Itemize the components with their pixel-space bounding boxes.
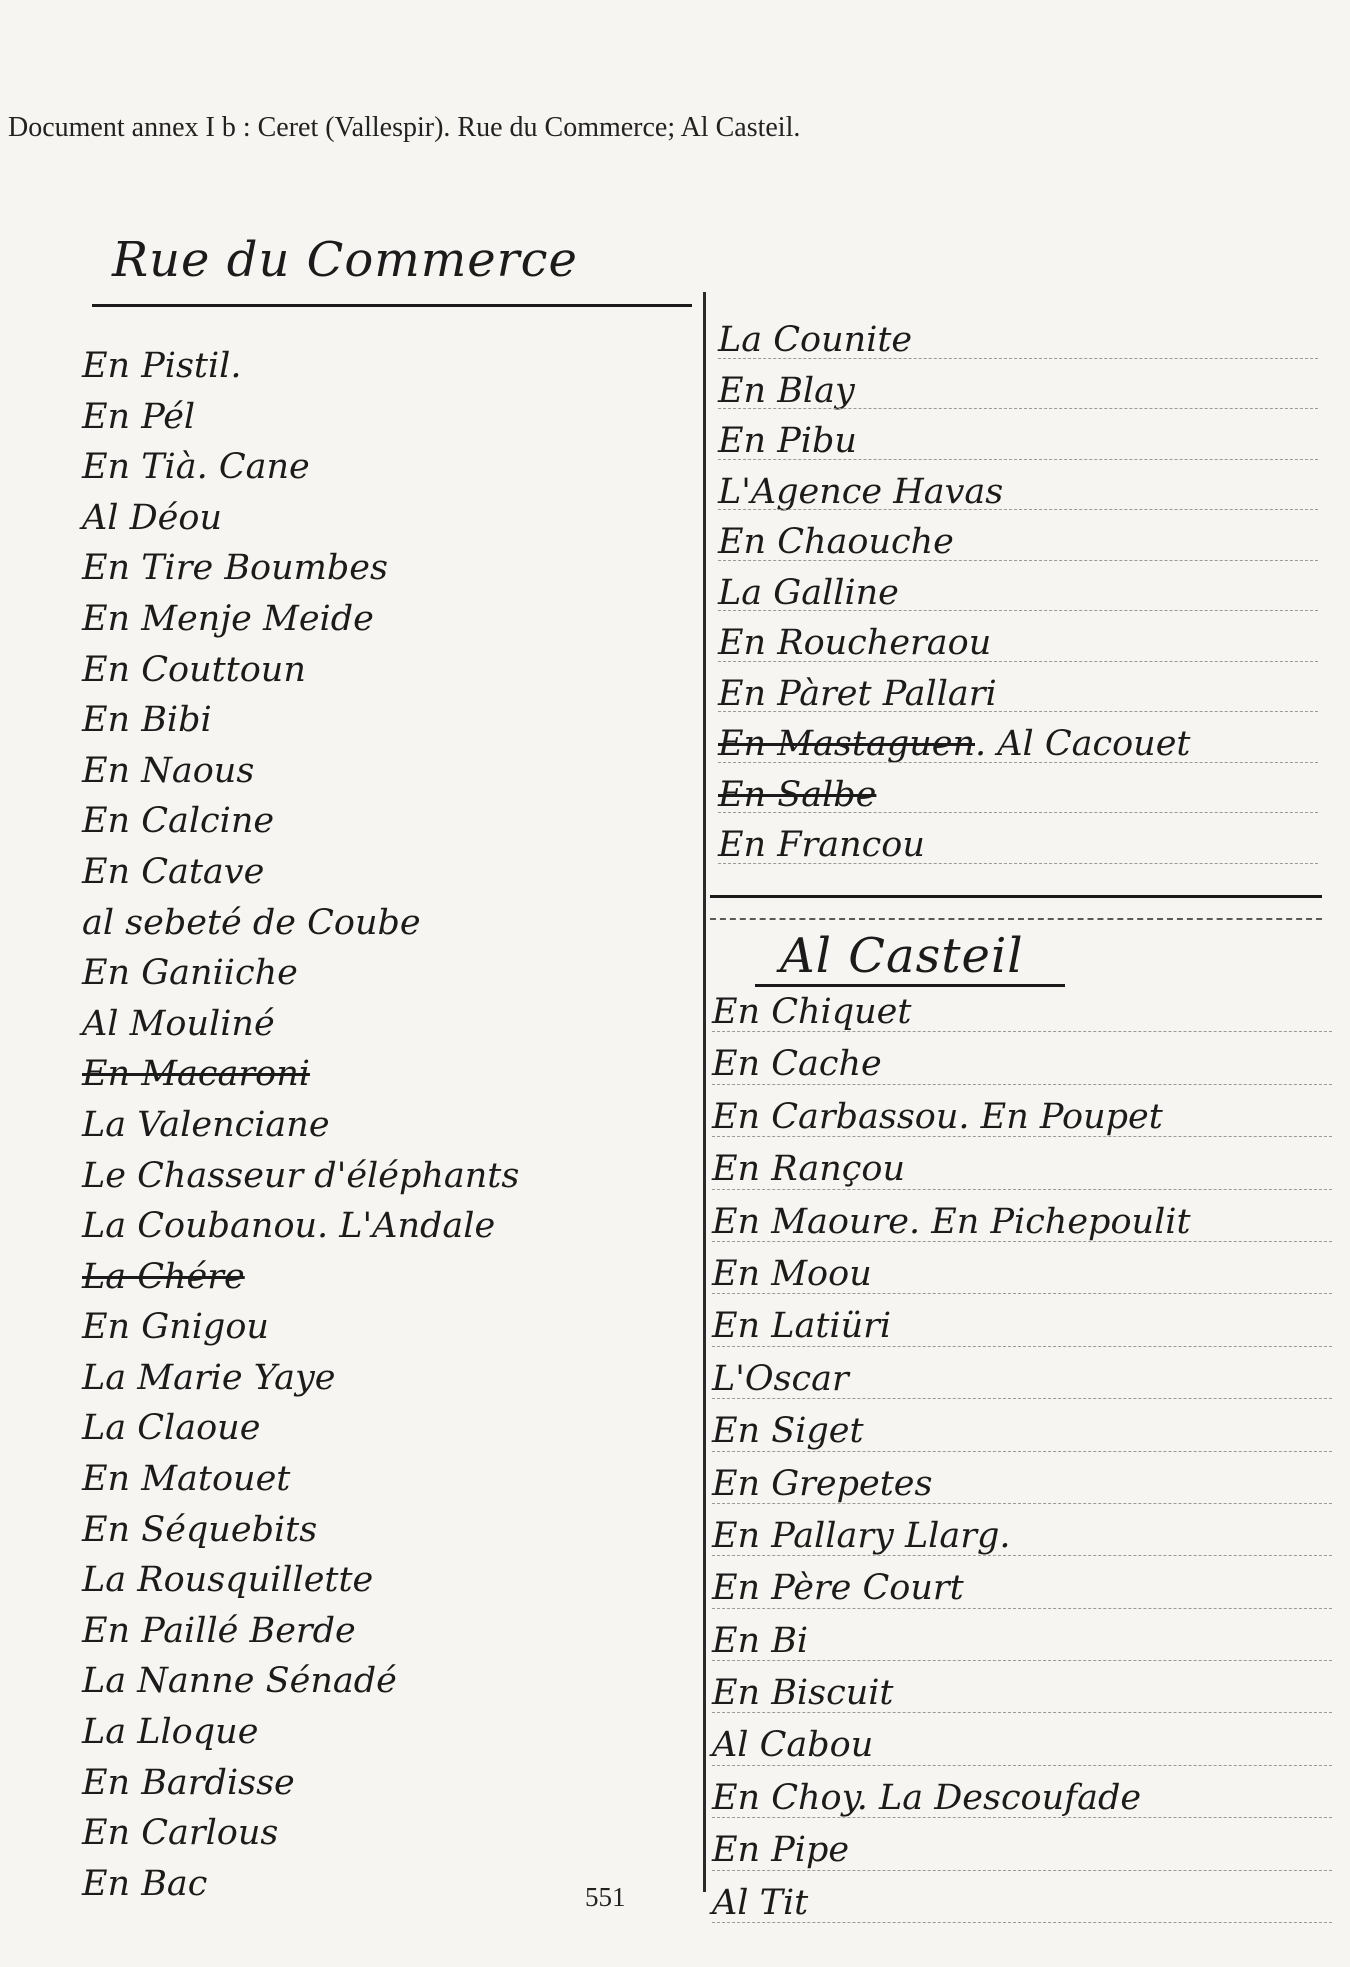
list-item: La Rousquillette (82, 1560, 374, 1601)
ruled-guide-line (712, 1346, 1332, 1347)
list-item: La Lloque (82, 1712, 259, 1753)
struck-entry: En Macaroni (82, 1054, 310, 1095)
ruled-guide-line (712, 1922, 1332, 1923)
list-item: En Naous (82, 750, 255, 791)
ruled-guide-line (712, 1136, 1332, 1137)
list-item: En Menje Meide (82, 598, 374, 639)
list-item: En Francou (718, 821, 1318, 872)
list-item: En Père Court (712, 1564, 1332, 1616)
struck-entry: En Mastaguen (718, 724, 976, 764)
list-item: En Pallary Llarg. (712, 1512, 1332, 1564)
list-item: En Latiüri (712, 1302, 1332, 1354)
heading-underline (92, 304, 692, 307)
list-item: En Tià. Cane (82, 447, 310, 488)
ruled-guide-line (712, 1608, 1332, 1609)
list-item: Al Tit (712, 1879, 1332, 1931)
list-item: La Marie Yaye (82, 1357, 336, 1398)
ruled-guide-line (712, 1241, 1332, 1242)
list-item: En Chaouche (718, 518, 1318, 569)
list-item: Al Déou (82, 497, 222, 538)
ruled-guide-line (718, 711, 1318, 712)
list-item: En Bibi (82, 700, 212, 741)
list-item: al sebeté de Coube (82, 902, 421, 943)
ruled-guide-line (718, 560, 1318, 561)
ruled-guide-line (712, 1555, 1332, 1556)
list-item: En Paillé Berde (82, 1610, 356, 1651)
list-item: En Cache (712, 1040, 1332, 1092)
section-divider (710, 895, 1322, 898)
ruled-guide-line (718, 812, 1318, 813)
ruled-guide-line (718, 408, 1318, 409)
list-item (82, 1253, 642, 1304)
list-item: En Roucheraou (718, 619, 1318, 670)
list-item: En Calcine (82, 801, 275, 842)
rue-du-commerce-continued-list (718, 316, 1318, 872)
list-item (718, 720, 1318, 771)
ruled-guide-line (718, 661, 1318, 662)
ruled-guide-line (712, 1870, 1332, 1871)
ruled-guide-line (712, 1765, 1332, 1766)
list-item: En Carlous (82, 1813, 279, 1854)
ruled-guide-line (712, 1712, 1332, 1713)
list-item: La Claoue (82, 1408, 261, 1449)
list-item: En Ganiiche (82, 953, 298, 994)
column-divider (703, 292, 706, 1892)
list-item: Le Chasseur d'éléphants (82, 1155, 520, 1196)
list-item: En Blay (718, 367, 1318, 418)
list-item: En Choy. La Descoufade (712, 1774, 1332, 1826)
ruled-guide-line (718, 358, 1318, 359)
list-item: La Coubanou. L'Andale (82, 1206, 496, 1247)
ruled-guide-line (718, 509, 1318, 510)
struck-entry: En Salbe (718, 774, 877, 815)
ruled-guide-line (712, 1293, 1332, 1294)
ruled-guide-line (718, 762, 1318, 763)
al-casteil-heading: Al Casteil (780, 928, 1024, 984)
ruled-guide-line (712, 1189, 1332, 1190)
entry-remainder: . Al Cacouet (975, 724, 1191, 764)
list-item: La Valenciane (82, 1104, 330, 1145)
list-item: En Pistil. (82, 346, 242, 386)
list-item: En Rançou (712, 1145, 1332, 1197)
rue-du-commerce-list (82, 342, 642, 1910)
list-item: En Carbassou. En Poupet (712, 1093, 1332, 1145)
document-caption: Document annex I b : Ceret (Vallespir). Rue du Commerce; Al Casteil. (8, 112, 801, 143)
list-item: Al Mouliné (82, 1003, 275, 1044)
list-item: En Séquebits (82, 1509, 318, 1550)
list-item: Al Cabou (712, 1721, 1332, 1773)
list-item: En Catave (82, 851, 265, 892)
list-item: En Bi (712, 1617, 1332, 1669)
ruled-guide-line (718, 610, 1318, 611)
list-item: En Gnigou (82, 1307, 269, 1348)
list-item: En Pél (82, 396, 196, 437)
list-item: En Siget (712, 1407, 1332, 1459)
ruled-guide-line (712, 1660, 1332, 1661)
heading-underline (755, 984, 1065, 987)
list-item: La Galline (718, 569, 1318, 620)
ruled-guide-line (718, 863, 1318, 864)
ruled-guide-line (718, 459, 1318, 460)
page-number: 551 (585, 1882, 626, 1912)
list-item: En Couttoun (82, 649, 306, 690)
ruled-guide-line (712, 1398, 1332, 1399)
list-item: En Pipe (712, 1826, 1332, 1878)
list-item (82, 1050, 642, 1101)
ruled-guide-line (712, 1084, 1332, 1085)
ruled-guide-line (712, 1451, 1332, 1452)
list-item: L'Agence Havas (718, 468, 1318, 519)
list-item: En Pàret Pallari (718, 670, 1318, 721)
ruled-guide-line (712, 1817, 1332, 1818)
section-divider-dashed (710, 918, 1322, 920)
list-item: En Moou (712, 1250, 1332, 1302)
list-item: La Counite (718, 316, 1318, 367)
list-item: En Tire Boumbes (82, 548, 388, 589)
list-item: En Maoure. En Pichepoulit (712, 1198, 1332, 1250)
list-item: L'Oscar (712, 1355, 1332, 1407)
list-item: En Bardisse (82, 1762, 295, 1803)
list-item: La Nanne Sénadé (82, 1661, 397, 1702)
ruled-guide-line (712, 1031, 1332, 1032)
list-item: En Biscuit (712, 1669, 1332, 1721)
al-casteil-list (712, 988, 1332, 1931)
list-item: En Matouet (82, 1459, 291, 1500)
list-item (718, 771, 1318, 822)
list-item: En Pibu (718, 417, 1318, 468)
list-item: En Bac (82, 1863, 208, 1904)
list-item: En Chiquet (712, 988, 1332, 1040)
ruled-guide-line (712, 1503, 1332, 1504)
struck-entry: La Chére (82, 1256, 245, 1297)
list-item: En Grepetes (712, 1460, 1332, 1512)
rue-du-commerce-heading: Rue du Commerce (112, 232, 578, 288)
